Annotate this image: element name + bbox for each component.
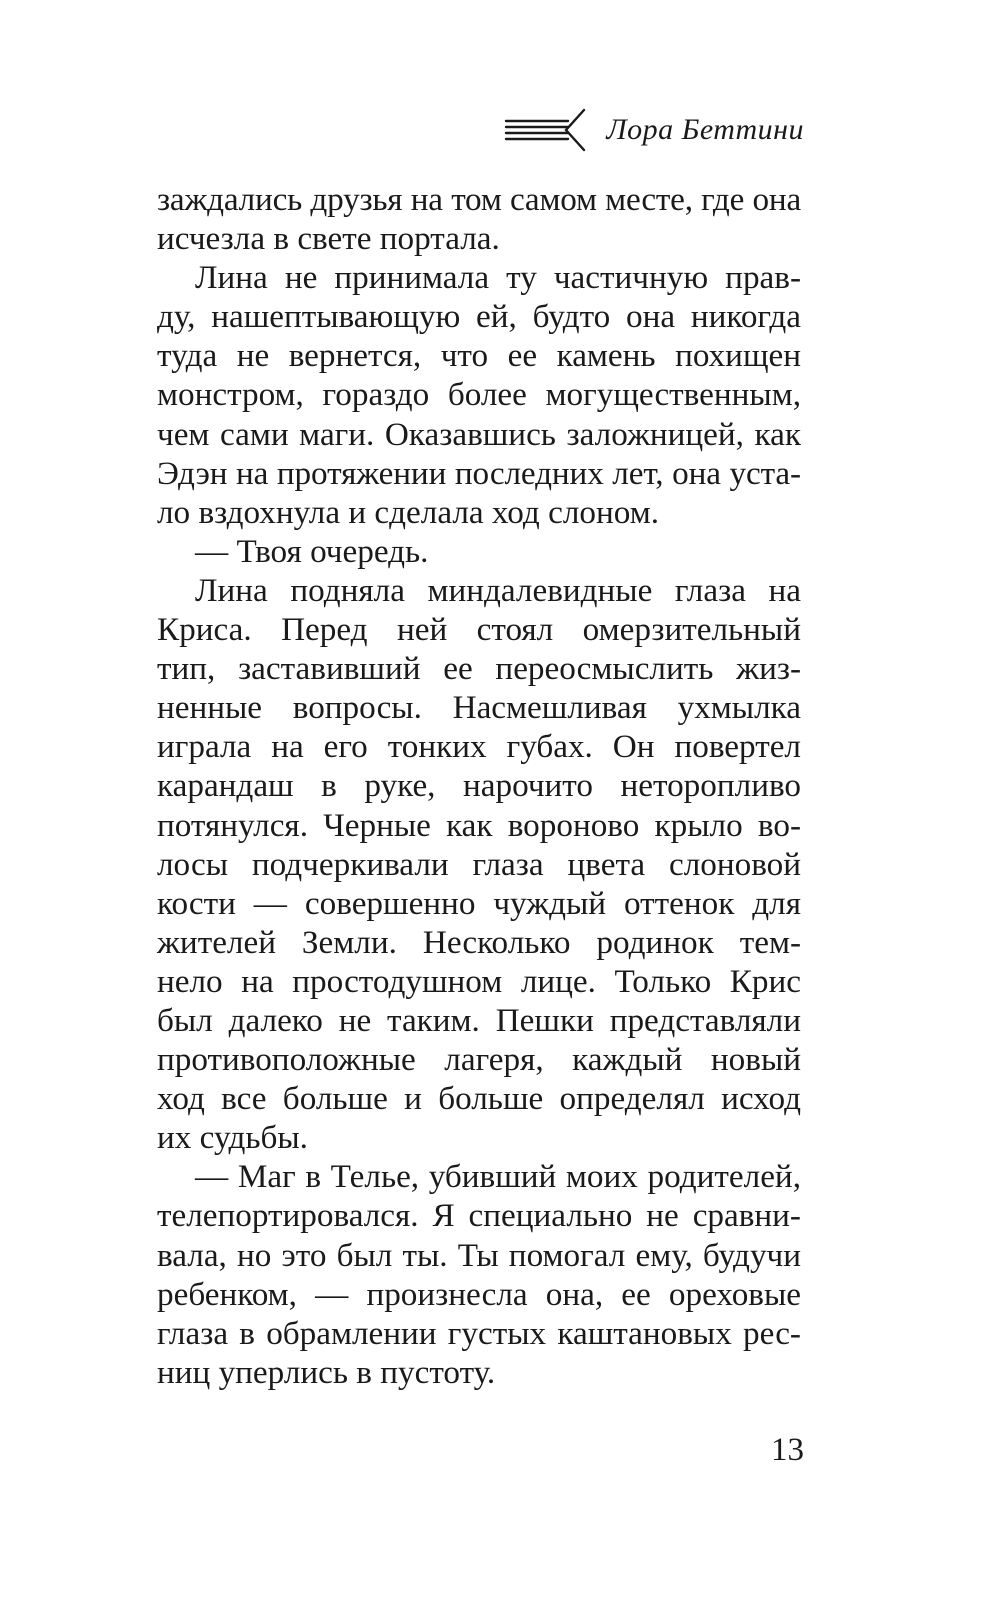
text-line: ненные вопросы. Насмешливая ухмылка xyxy=(157,689,801,727)
running-header xyxy=(504,108,804,152)
text-line: Криса. Перед ней стоял омерзительный xyxy=(157,611,801,649)
text-line: карандаш в руке, нарочито неторопливо xyxy=(157,767,801,805)
text-line: чем сами маги. Оказавшись заложницей, как xyxy=(157,415,801,453)
text-line: Лина подняла миндалевидные глаза на xyxy=(195,571,801,609)
text-line: заждались друзья на том самом месте, где она xyxy=(157,181,801,218)
text-line: нело на простодушном лице. Только Крис xyxy=(157,962,801,1000)
text-line: глаза в обрамлении густых каштановых рес- xyxy=(157,1314,801,1352)
text-line: противоположные лагеря, каждый новый xyxy=(157,1041,801,1079)
text-line: играла на его тонких губах. Он повертел xyxy=(157,728,801,766)
text-line: Лина не принимала ту частичную прав- xyxy=(195,259,801,297)
page-number: 13 xyxy=(771,1432,804,1468)
text-line: вала, но это был ты. Ты помогал ему, будучи xyxy=(157,1236,801,1274)
text-line: их судьбы. xyxy=(157,1119,308,1157)
text-line: ду, нашептывающую ей, будто она никогда xyxy=(157,298,801,336)
text-line: исчезла в свете портала. xyxy=(157,220,500,258)
text-line: — Твоя очередь. xyxy=(195,532,429,570)
text-line: лосы подчеркивали глаза цвета слоновой xyxy=(157,845,801,883)
text-line: жителей Земли. Несколько родинок тем- xyxy=(157,923,801,961)
text-line: ход все больше и больше определял исход xyxy=(157,1080,801,1118)
text-line: Эдэн на протяжении последних лет, она уста- xyxy=(157,454,801,492)
text-line: был далеко не таким. Пешки представляли xyxy=(157,1001,801,1039)
text-line: ло вздохнула и сделала ход слоном. xyxy=(157,493,659,531)
text-line: туда не вернется, что ее камень похищен xyxy=(157,337,801,375)
text-line: — Маг в Телье, убивший моих родителей, xyxy=(195,1158,801,1196)
text-line: монстром, гораздо более могущественным, xyxy=(157,376,801,414)
text-line: ниц уперлись в пустоту. xyxy=(157,1353,496,1391)
body-text xyxy=(157,180,801,1392)
text-line: ребенком, — произнесла она, ее ореховые xyxy=(157,1275,801,1313)
text-line: кости — совершенно чуждый оттенок для xyxy=(157,884,801,922)
text-line: телепортировался. Я специально не сравни- xyxy=(157,1197,801,1235)
lines-chevron-ornament-icon xyxy=(504,108,588,152)
text-line: потянулся. Черные как вороново крыло во- xyxy=(157,806,801,844)
author-name: Лора Беттини xyxy=(606,113,804,146)
text-line: тип, заставивший ее переосмыслить жиз- xyxy=(157,650,801,688)
